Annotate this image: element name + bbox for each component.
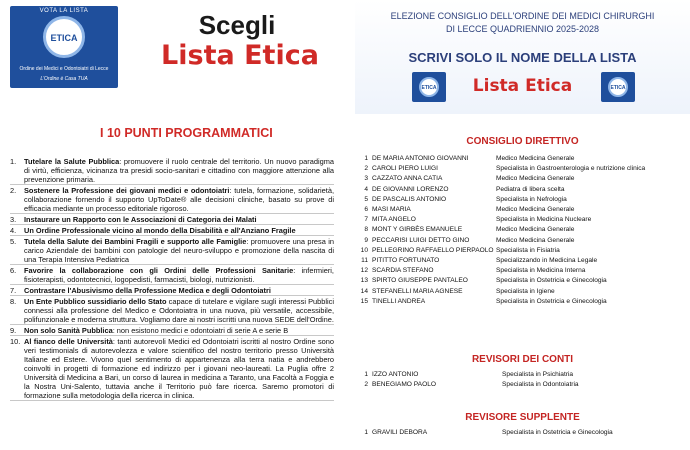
punto-number: 7. <box>10 285 17 295</box>
punto-number: 6. <box>10 265 17 275</box>
candidate-row <box>360 164 690 174</box>
punto-description: : promuovere una presa in carico Aziendale dei bambini con patologie del neuro-sviluppo e promozione della nascita di una Terapia Intensiva Pediatrica <box>24 236 334 264</box>
punto-number: 1. <box>10 156 17 166</box>
supplente-title: REVISORE SUPPLENTE <box>465 412 580 423</box>
punto-number: 2. <box>10 185 17 195</box>
revisori-title: REVISORI DEI CONTI <box>471 354 574 365</box>
candidate-name: CAROLI PIERO LUIGI <box>372 165 438 173</box>
candidate-row <box>360 215 690 225</box>
punto-item <box>10 225 334 236</box>
candidate-name: PITITTO FORTUNATO <box>372 257 440 265</box>
punto-item <box>10 285 334 296</box>
candidate-row <box>360 380 690 390</box>
punto-item <box>10 325 334 336</box>
hero-lista-etica: Lista Etica <box>161 40 319 71</box>
candidate-row <box>360 225 690 235</box>
candidate-name: TINELLI ANDREA <box>372 297 426 305</box>
candidate-number: 11 <box>361 257 368 265</box>
mini-logo-left-text: ETICA <box>421 85 437 91</box>
candidate-number: 9 <box>364 236 368 244</box>
punto-text <box>24 186 334 213</box>
punti-list <box>10 156 334 401</box>
candidate-number: 4 <box>364 185 368 193</box>
punto-text <box>24 266 334 284</box>
punti-title: I 10 PUNTI PROGRAMMATICI <box>100 126 273 140</box>
candidate-role: Specialista in Medicina Nucleare <box>496 216 592 224</box>
punto-heading: Sostenere la Professione dei giovani medici e odontoiatri <box>24 185 230 195</box>
candidate-name: SCARDIA STEFANO <box>372 267 434 275</box>
candidate-number: 1 <box>364 155 368 162</box>
punto-description: capace di tutelare e vigilare sugli interessi Pubblici connessi alla professione del Medico e Odontoiatra in una nuova, più versatile, accessibile, polifunzionale e moderna struttura. Vogliamo dare ai nostri iscritti una nuova SEDE dell'Ordine. <box>24 296 334 324</box>
candidate-number: 10 <box>360 246 368 254</box>
mini-logo-left <box>412 72 446 102</box>
logo-top-text: VOTA LA LISTA <box>39 8 89 14</box>
election-banner <box>355 0 690 114</box>
punto-text <box>24 237 334 264</box>
punto-item <box>10 214 334 225</box>
candidate-row <box>360 266 690 276</box>
punto-heading: Favorire la collaborazione con gli Ordini delle Professioni Sanitarie <box>24 265 294 275</box>
candidate-row <box>360 297 690 307</box>
candidate-number: 7 <box>364 216 368 224</box>
candidate-number: 2 <box>364 381 368 389</box>
candidate-role: Specialista in Ostetricia e Ginecologia <box>496 277 607 285</box>
candidate-number: 8 <box>364 226 368 234</box>
candidate-role: Pediatra di libera scelta <box>496 185 565 193</box>
candidate-row <box>360 246 690 256</box>
punto-heading: Tutela della Salute dei Bambini Fragili e supporto alle Famiglie <box>24 236 247 246</box>
supplente-list <box>360 428 690 438</box>
punto-heading: Contrastare l'Abusivismo della Professione Medica e degli Odontoiatri <box>24 285 271 295</box>
revisori-list <box>360 370 690 390</box>
punto-number: 3. <box>10 214 17 224</box>
candidate-role: Specialista in Psichiatria <box>502 371 574 378</box>
candidate-name: GRAVILI DEBORA <box>372 429 428 436</box>
punto-number: 10. <box>10 336 21 346</box>
candidate-number: 1 <box>364 371 368 378</box>
punto-number: 9. <box>10 325 17 335</box>
candidate-name: SPIRTO GIUSEPPE PANTALEO <box>372 277 468 285</box>
candidate-number: 12 <box>360 267 368 275</box>
punto-number: 4. <box>10 225 17 235</box>
candidate-row <box>360 154 690 164</box>
candidate-name: BENEGIAMO PAOLO <box>372 381 436 389</box>
candidate-row <box>360 236 690 246</box>
punto-heading: Un Ordine Professionale vicino al mondo della Disabilità e all'Anziano Fragile <box>24 225 296 235</box>
candidate-row <box>360 195 690 205</box>
punto-heading: Al fianco delle Università <box>24 336 113 346</box>
punto-text <box>24 215 334 224</box>
punto-item <box>10 185 334 214</box>
logo-line2: L'Ordine è Casa TUA <box>40 76 88 82</box>
candidate-number: 2 <box>364 165 368 173</box>
punto-heading: Un Ente Pubblico sussidiario dello Stato <box>24 296 167 306</box>
lista-etica-logo <box>10 6 118 88</box>
candidate-role: Specialista in Ostetricia e Ginecologia <box>496 297 607 305</box>
punto-item <box>10 265 334 285</box>
candidate-role: Medico Medicina Generale <box>496 206 575 214</box>
candidate-number: 13 <box>360 277 368 285</box>
punto-item <box>10 336 334 401</box>
candidate-name: IZZO ANTONIO <box>372 371 419 378</box>
candidate-name: DE MARIA ANTONIO GIOVANNI <box>372 155 469 162</box>
punto-description: : non esistono medici e odontoiatri di serie A e serie B <box>112 325 289 335</box>
candidate-role: Specialista in Ostetricia e Ginecologia <box>502 429 613 436</box>
candidate-row <box>360 256 690 266</box>
candidate-role: Specializzando in Medicina Legale <box>496 257 598 265</box>
punto-text <box>24 337 334 400</box>
candidate-row <box>360 287 690 297</box>
candidate-role: Specialista in Nefrologia <box>496 195 567 203</box>
candidate-name: DE GIOVANNI LORENZO <box>372 185 449 193</box>
punto-number: 8. <box>10 296 17 306</box>
candidate-number: 14 <box>360 287 368 295</box>
candidate-name: MONT Y GIRBÈS EMANUELE <box>372 226 463 234</box>
candidate-role: Specialista in Gastroenterologia e nutrizione clinica <box>496 165 646 173</box>
candidate-role: Specialista in Igiene <box>496 287 555 295</box>
candidate-number: 6 <box>364 206 368 214</box>
candidate-row <box>360 185 690 195</box>
candidate-row <box>360 205 690 215</box>
logo-line1: Ordine dei Medici e Odontoiatri di Lecce <box>19 66 109 72</box>
candidate-name: MASI MARIA <box>372 206 411 214</box>
punto-number: 5. <box>10 236 17 246</box>
election-title <box>355 10 690 36</box>
candidate-number: 1 <box>364 429 368 436</box>
election-line1: ELEZIONE CONSIGLIO DELL'ORDINE DEI MEDICI CHIRURGHI <box>390 11 655 21</box>
candidate-name: DE PASCALIS ANTONIO <box>372 195 447 203</box>
candidate-name: STEFANELLI MARIA AGNESE <box>372 287 463 295</box>
punto-text <box>24 326 334 335</box>
candidate-row <box>360 174 690 184</box>
logo-circle-text: ETICA <box>50 33 78 43</box>
candidate-name: MITA ANGELO <box>372 216 416 224</box>
candidate-name: CAZZATO ANNA CATIA <box>372 175 443 183</box>
candidate-role: Specialista in Fisiatria <box>496 246 560 254</box>
candidate-role: Specialista in Odontoiatria <box>502 381 579 389</box>
candidate-row <box>360 370 690 380</box>
logo-circle <box>43 16 85 58</box>
consiglio-title: CONSIGLIO DIRETTIVO <box>466 136 579 147</box>
candidate-role: Medico Medicina Generale <box>496 175 575 183</box>
punto-text <box>24 286 334 295</box>
punto-description: : tutela, formazione, solidarietà, collaborazione fornendo il supporto UpToDate® alle decisioni cliniche, basato su prove di efficacia mediante un processo editoriale rigoroso. <box>24 185 334 213</box>
candidate-row <box>360 428 690 438</box>
mini-logo-right-text: ETICA <box>610 85 626 91</box>
punto-text <box>24 157 334 184</box>
candidate-role: Medico Medicina Generale <box>496 226 575 234</box>
candidate-row <box>360 276 690 286</box>
candidate-name: PECCARISI LUIGI DETTO GINO <box>372 236 470 244</box>
hero-scegli: Scegli <box>198 10 276 40</box>
punto-description: : tanti autorevoli Medici ed Odontoiatri iscritti al nostro Ordine sono veri testimonials di autorevolezza e valore scientifico del nostro territorio presso Università Italiane ed Estere. Vivono quel sentimento di appartenenza alla terra natia e andrebbero coinvolti in progetti di formazione ed indirizzo per i giovani neo-laureati. La Puglia offre 2 Università di Medicina a Bari, un corso di laurea in medicina a Taranto, una Facoltà a Foggia e la Nostra Uni-Salento, tuttavia anche il Territorio può fare ricerca. Saremo promotori di formazione sulla metodologia della ricerca in clinica. <box>24 336 334 400</box>
punto-item <box>10 296 334 325</box>
punto-text <box>24 226 334 235</box>
candidate-role: Specialista in Medicina Interna <box>496 267 586 275</box>
punto-description: : promuovere il ruolo centrale del territorio. Un nuovo paradigma di virtù, efficienza, vicinanza tra presidi socio-sanitari e cittadino con maggiore attenzione alla prevenzione primaria. <box>24 156 334 184</box>
punto-heading: Tutelare la Salute Pubblica <box>24 156 120 166</box>
punto-item <box>10 156 334 185</box>
scrivi-headline: SCRIVI SOLO IL NOME DELLA LISTA <box>408 50 637 65</box>
candidate-role: Medico Medicina Generale <box>496 236 575 244</box>
punto-item <box>10 236 334 265</box>
punto-heading: Instaurare un Rapporto con le Associazioni di Categoria dei Malati <box>24 214 257 224</box>
punto-text <box>24 297 334 324</box>
mini-logo-right <box>601 72 635 102</box>
candidate-number: 5 <box>364 195 368 203</box>
candidate-number: 3 <box>364 175 368 183</box>
punto-heading: Non solo Sanità Pubblica <box>24 325 113 335</box>
election-line2: DI LECCE QUADRIENNIO 2025-2028 <box>445 24 600 34</box>
consiglio-list <box>360 154 690 307</box>
candidate-name: PELLEGRINO RAFFAELLO PIERPAOLO <box>372 246 494 254</box>
right-lista-etica: Lista Etica <box>472 76 573 96</box>
candidate-role: Medico Medicina Generale <box>496 155 575 162</box>
punto-description: : infermieri, fisioterapisti, odontotecnici, logopedisti, farmacisti, biologi, nutrizionisti. <box>24 265 334 284</box>
candidate-number: 15 <box>360 297 368 305</box>
